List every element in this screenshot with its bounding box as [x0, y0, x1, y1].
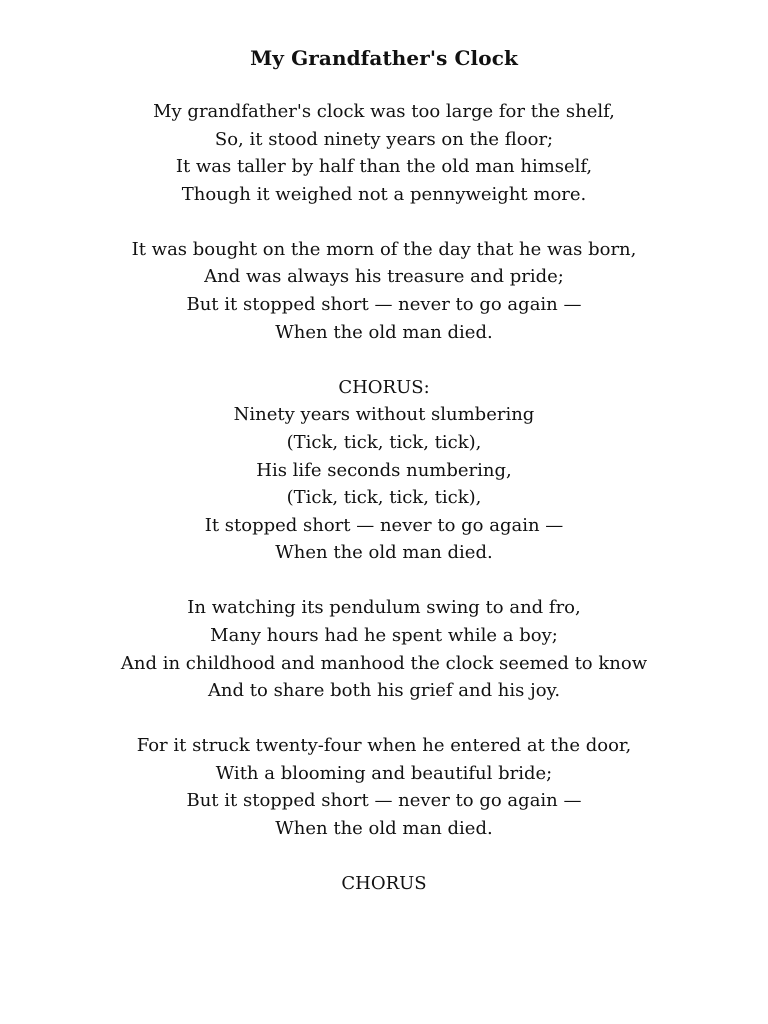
poem-line: And was always his treasure and pride; — [204, 266, 564, 288]
poem-line: Though it weighed not a pennyweight more. — [181, 183, 587, 205]
poem-line: For it struck twenty-four when he entered at the door, — [136, 735, 632, 757]
stanza-1 — [0, 98, 768, 208]
poem-line: (Tick, tick, tick, tick), — [286, 487, 482, 509]
poem-line: When the old man died. — [275, 542, 493, 564]
stanza-3 — [0, 594, 768, 704]
poem-line: Ninety years without slumbering — [233, 404, 535, 426]
poem-title: My Grandfather's Clock — [250, 46, 518, 70]
poem-line: My grandfather's clock was too large for the shelf, — [153, 101, 615, 122]
stanza-chorus — [0, 374, 768, 567]
poem-line: But it stopped short — never to go again — — [186, 294, 582, 316]
stanza-2 — [0, 236, 768, 346]
stanza-4 — [0, 732, 768, 842]
poem-line: It stopped short — never to go again — — [204, 514, 564, 536]
poem-line: When the old man died. — [275, 321, 493, 343]
poem-line: (Tick, tick, tick, tick), — [286, 431, 482, 453]
poem-line: But it stopped short — never to go again — — [186, 790, 582, 812]
poem-line: When the old man died. — [275, 818, 493, 840]
poem-line: And in childhood and manhood the clock seemed to know — [120, 652, 648, 674]
poem-line: With a blooming and beautiful bride; — [215, 762, 553, 784]
poem-line: His life seconds numbering, — [256, 459, 512, 481]
chorus-heading: CHORUS: — [338, 376, 430, 398]
poem-line: It was bought on the morn of the day that he was born, — [131, 238, 637, 260]
stanza-chorus-repeat — [0, 870, 768, 898]
chorus-heading: CHORUS — [341, 873, 427, 895]
poem-line: And to share both his grief and his joy. — [207, 680, 561, 702]
poem-line: Many hours had he spent while a boy; — [210, 625, 558, 646]
poem-line: It was taller by half than the old man himself, — [175, 156, 593, 178]
poem-line: In watching its pendulum swing to and fro, — [187, 597, 581, 619]
poem-line: So, it stood ninety years on the floor; — [214, 128, 554, 150]
